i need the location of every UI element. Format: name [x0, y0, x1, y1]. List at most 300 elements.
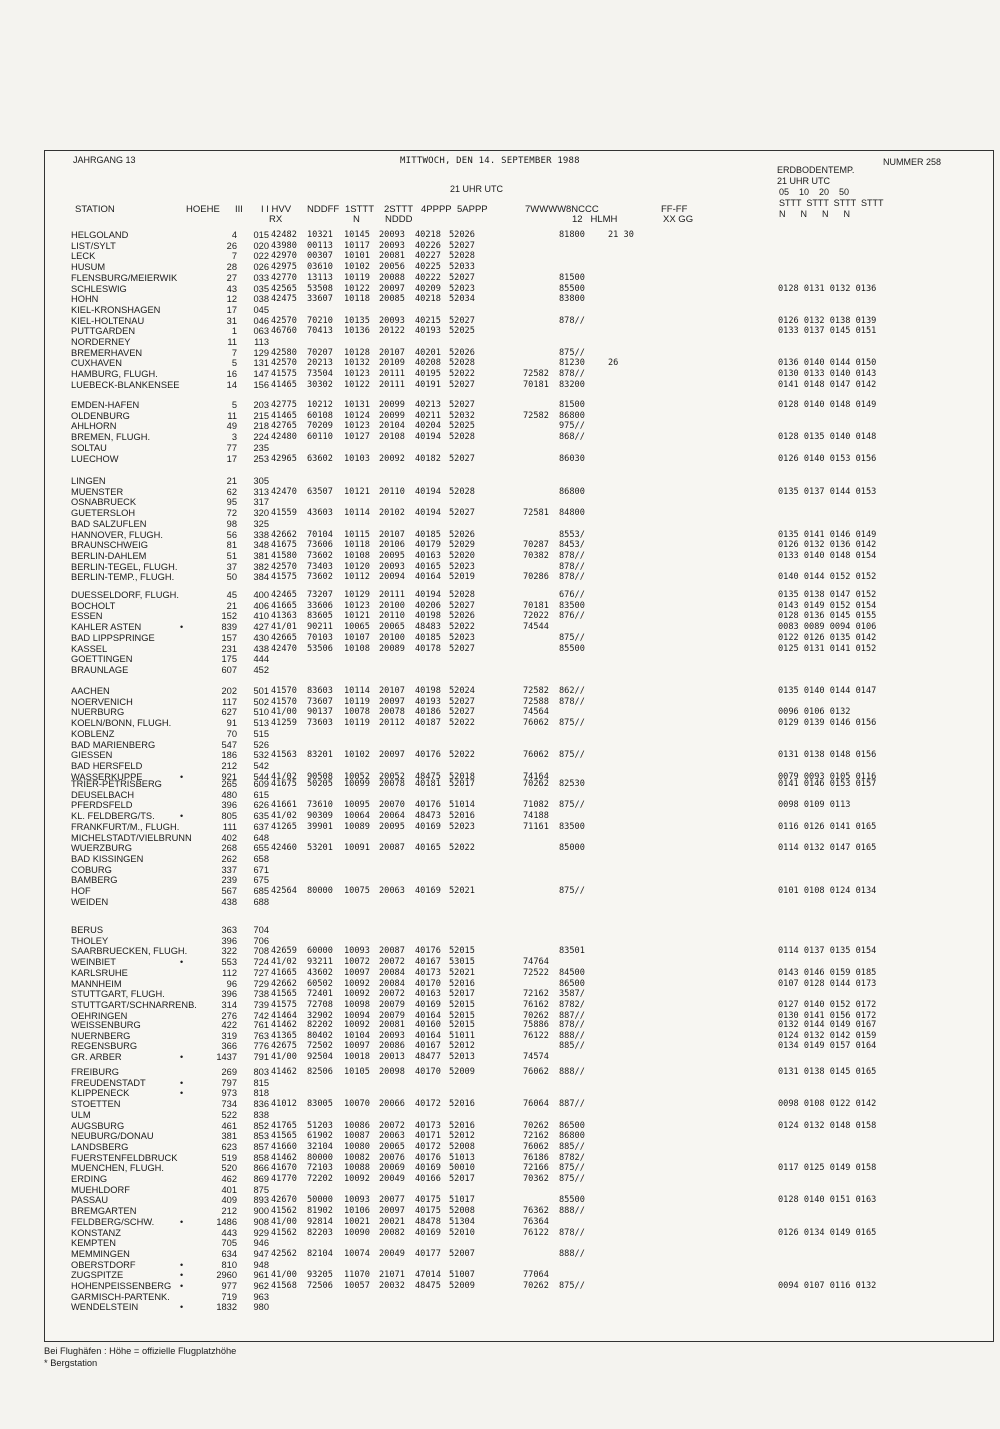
obs-value: 20069 [379, 1163, 405, 1174]
obs-value: 40227 [415, 251, 441, 262]
station-name: COBURG [71, 864, 112, 875]
obs-value: 41665 [271, 600, 297, 611]
obs-value: 80402 [307, 1030, 333, 1041]
station-name: ULM [71, 1109, 91, 1120]
obs-value: 52026 [449, 347, 475, 358]
station-row [45, 421, 993, 431]
obs-value: 41665 [271, 967, 297, 978]
station-row [45, 644, 993, 654]
obs-value: 40164 [415, 1010, 441, 1021]
obs-value: 10089 [344, 821, 370, 832]
obs-value: 71161 [523, 821, 549, 832]
station-index: 962 [253, 1281, 269, 1291]
obs-value: 52022 [449, 622, 475, 633]
obs-value: 10102 [344, 750, 370, 761]
obs-value: 878// [559, 315, 585, 326]
station-index: 046 [253, 315, 269, 326]
obs-value: 52015 [449, 946, 475, 957]
station-row [45, 718, 993, 728]
obs-value: 76122 [523, 1030, 549, 1041]
station-name: ERDING [71, 1174, 108, 1184]
station-row [45, 697, 993, 707]
station-name: GARMISCH-PARTENK. [71, 1291, 170, 1302]
station-row [45, 1238, 993, 1248]
obs-value: 20097 [379, 696, 405, 707]
station-index: 313 [253, 486, 269, 497]
obs-value: 40194 [415, 486, 441, 497]
station-elevation: 1437 [216, 1052, 237, 1063]
obs-value: 40201 [415, 347, 441, 358]
station-elevation: 96 [226, 978, 237, 989]
station-row [45, 1078, 993, 1088]
obs-value: 10018 [344, 1052, 370, 1063]
station-name: FREUDENSTADT [71, 1077, 146, 1088]
obs-value: 73403 [307, 561, 333, 572]
station-name: HAMBURG, FLUGH. [71, 369, 158, 380]
obs-value: 40165 [415, 561, 441, 572]
obs-value: 81902 [307, 1206, 333, 1217]
station-elevation: 91 [226, 718, 237, 729]
station-elevation: 839 [221, 622, 237, 633]
obs-value: 0117 0125 0149 0158 [778, 1163, 877, 1174]
obs-value: 42970 [271, 251, 297, 262]
station-index: 900 [253, 1206, 269, 1217]
obs-value: 50010 [449, 1163, 475, 1174]
report-time: 21 UHR UTC [450, 184, 504, 194]
obs-value: 42460 [271, 843, 297, 854]
station-index: 946 [253, 1238, 269, 1249]
obs-value: 42570 [271, 315, 297, 326]
station-index: 502 [253, 696, 269, 707]
obs-value: 40179 [415, 540, 441, 551]
obs-value: 32104 [307, 1141, 333, 1152]
obs-value: 40204 [415, 421, 441, 432]
station-row [45, 1142, 993, 1152]
station-name: MUENSTER [71, 486, 124, 497]
station-elevation: 56 [226, 529, 237, 540]
obs-value: 10070 [344, 1099, 370, 1110]
station-index: 704 [253, 925, 269, 935]
obs-value: 85500 [559, 283, 585, 294]
obs-value: 41462 [271, 1152, 297, 1163]
obs-value: 10021 [344, 1216, 370, 1227]
station-index: 818 [253, 1088, 269, 1099]
obs-value: 50000 [307, 1195, 333, 1206]
station-name: GOETTINGEN [71, 654, 133, 665]
obs-value: 20064 [379, 811, 405, 822]
obs-value: 40167 [415, 957, 441, 968]
station-row [45, 843, 993, 853]
station-index: 776 [253, 1041, 269, 1052]
station-elevation: 17 [226, 453, 237, 464]
obs-value: 81500 [559, 272, 585, 283]
obs-value: 10107 [344, 632, 370, 643]
station-elevation: 438 [221, 896, 237, 907]
obs-value: 875// [559, 1174, 585, 1184]
station-row [45, 1067, 993, 1077]
obs-value: 40163 [415, 989, 441, 1000]
station-name: HOHN [71, 294, 99, 305]
mountain-station-marker: • [180, 1270, 184, 1281]
obs-value: 20079 [379, 1010, 405, 1021]
station-index: 893 [253, 1195, 269, 1206]
obs-value: 10103 [344, 453, 370, 464]
obs-value: 10086 [344, 1120, 370, 1131]
obs-value: 10052 [344, 771, 370, 782]
station-index: 688 [253, 896, 269, 907]
obs-value: 72582 [523, 369, 549, 380]
station-elevation: 422 [221, 1020, 237, 1030]
obs-value: 82530 [559, 779, 585, 789]
soil-temp-time: 21 UHR UTC [777, 176, 831, 186]
obs-value: 40178 [415, 643, 441, 654]
obs-value: 52017 [449, 779, 475, 789]
obs-value: 42482 [271, 230, 297, 240]
station-name: KARLSRUHE [71, 967, 128, 978]
obs-value: 70181 [523, 379, 549, 390]
mountain-station-marker: • [180, 811, 184, 822]
station-index: 224 [253, 432, 269, 443]
obs-value: 76062 [523, 718, 549, 729]
obs-value: 48475 [415, 771, 441, 782]
station-elevation: 480 [221, 789, 237, 800]
station-name: ESSEN [71, 611, 103, 622]
station-row [45, 454, 993, 464]
obs-value: 10121 [344, 486, 370, 497]
mountain-station-marker: • [180, 957, 184, 968]
station-index: 853 [253, 1131, 269, 1142]
station-elevation: 157 [221, 632, 237, 643]
obs-value: 13113 [307, 272, 333, 283]
obs-value: 10097 [344, 967, 370, 978]
obs-value: 0126 0134 0149 0165 [778, 1227, 877, 1238]
obs-value: 41770 [271, 1174, 297, 1184]
station-row [45, 262, 993, 272]
obs-value: 8782/ [559, 999, 585, 1010]
obs-value: 11070 [344, 1270, 370, 1281]
station-index: 655 [253, 843, 269, 854]
station-index: 803 [253, 1067, 269, 1077]
station-elevation: 28 [226, 262, 237, 273]
obs-value: 73607 [307, 696, 333, 707]
station-row [45, 1031, 993, 1041]
obs-value: 52028 [449, 486, 475, 497]
station-row [45, 562, 993, 572]
obs-value: 83501 [559, 946, 585, 957]
obs-value: 20065 [379, 622, 405, 633]
obs-value: 42662 [271, 529, 297, 540]
station-elevation: 977 [221, 1281, 237, 1291]
obs-value: 20063 [379, 1131, 405, 1142]
obs-value: 72022 [523, 611, 549, 622]
obs-value: 41565 [271, 989, 297, 1000]
obs-value: 52027 [449, 400, 475, 410]
obs-value: 52027 [449, 272, 475, 283]
obs-value: 52025 [449, 421, 475, 432]
station-elevation: 98 [226, 518, 237, 529]
obs-value: 10092 [344, 989, 370, 1000]
obs-value: 72162 [523, 989, 549, 1000]
obs-value: 90508 [307, 771, 333, 782]
obs-value: 41575 [271, 572, 297, 583]
obs-value: 20072 [379, 957, 405, 968]
station-name: BERLIN-TEMP., FLUGH. [71, 572, 175, 583]
station-row [45, 1110, 993, 1120]
station-index: 838 [253, 1109, 269, 1120]
station-name: PFERDSFELD [71, 800, 133, 811]
station-name: OEHRINGEN [71, 1010, 128, 1021]
obs-value: 52022 [449, 369, 475, 380]
col-sttt1: 1STTT [345, 204, 375, 215]
station-elevation: 1 [231, 326, 237, 337]
obs-value: 40193 [415, 326, 441, 337]
obs-value: 52017 [449, 989, 475, 1000]
station-index: 020 [253, 240, 269, 251]
station-name: LANDSBERG [71, 1141, 129, 1152]
obs-value: 84800 [559, 508, 585, 519]
obs-value: 10108 [344, 550, 370, 561]
obs-value: 888// [559, 1248, 585, 1259]
obs-value: 82506 [307, 1067, 333, 1077]
obs-value: 70287 [523, 540, 549, 551]
station-index: 791 [253, 1052, 269, 1063]
obs-value: 875// [559, 1163, 585, 1174]
station-name: WENDELSTEIN [71, 1302, 139, 1313]
obs-value: 76186 [523, 1152, 549, 1163]
obs-value: 0140 0144 0152 0152 [778, 572, 877, 583]
station-name: THOLEY [71, 935, 109, 946]
obs-value: 52025 [449, 326, 475, 337]
station-elevation: 734 [221, 1099, 237, 1110]
station-name: BERLIN-DAHLEM [71, 550, 147, 561]
obs-value: 20072 [379, 1120, 405, 1131]
station-row [45, 1052, 993, 1062]
obs-value: 40176 [415, 1152, 441, 1163]
station-row [45, 1249, 993, 1259]
obs-value: 51203 [307, 1120, 333, 1131]
obs-value: 8553/ [559, 529, 585, 540]
soil-temp-sttt: STTT STTT STTT STTT [779, 198, 884, 208]
obs-value: 72581 [523, 508, 549, 519]
obs-value: 86500 [559, 1120, 585, 1131]
obs-value: 77064 [523, 1270, 549, 1281]
station-index: 381 [253, 550, 269, 561]
obs-value: 10123 [344, 600, 370, 611]
obs-value: 0129 0139 0146 0156 [778, 718, 877, 729]
obs-value: 10057 [344, 1281, 370, 1291]
station-name: BRAUNSCHWEIG [71, 540, 148, 551]
obs-value: 48483 [415, 622, 441, 633]
obs-value: 40167 [415, 1041, 441, 1052]
station-index: 526 [253, 739, 269, 750]
station-row [45, 284, 993, 294]
station-index: 438 [253, 643, 269, 654]
station-name: ZUGSPITZE [71, 1270, 124, 1281]
obs-value: 0141 0146 0153 0157 [778, 779, 877, 789]
obs-value: 42965 [271, 453, 297, 464]
obs-value: 42565 [271, 283, 297, 294]
station-elevation: 212 [221, 1206, 237, 1217]
station-index: 384 [253, 572, 269, 583]
station-row [45, 761, 993, 771]
station-row [45, 686, 993, 696]
obs-value: 73504 [307, 369, 333, 380]
obs-value: 875// [559, 632, 585, 643]
station-row [45, 936, 993, 946]
obs-value: 40226 [415, 240, 441, 251]
obs-value: 888// [559, 1206, 585, 1217]
jahrgang-label: JAHRGANG 13 [73, 155, 136, 165]
obs-value: 0094 0107 0116 0132 [778, 1281, 877, 1291]
obs-value: 40185 [415, 529, 441, 540]
obs-value: 40175 [415, 1195, 441, 1206]
station-index: 875 [253, 1184, 269, 1195]
mountain-station-marker: • [180, 771, 184, 782]
obs-value: 20111 [379, 379, 405, 390]
obs-value: 20052 [379, 771, 405, 782]
obs-value: 73602 [307, 550, 333, 561]
mountain-station-marker: • [180, 622, 184, 633]
obs-value: 878// [559, 572, 585, 583]
obs-value: 40173 [415, 1120, 441, 1131]
station-name: KONSTANZ [71, 1227, 121, 1238]
obs-value: 76122 [523, 1227, 549, 1238]
obs-value: 10072 [344, 957, 370, 968]
obs-value: 60502 [307, 978, 333, 989]
station-row [45, 519, 993, 529]
station-name: NORDERNEY [71, 337, 131, 347]
obs-value: 0133 0137 0145 0151 [778, 326, 877, 337]
obs-value: 0130 0141 0156 0172 [778, 1010, 877, 1021]
soil-temp-depths: 05 10 20 50 [779, 187, 850, 197]
obs-value: 52018 [449, 771, 475, 782]
obs-value: 52028 [449, 251, 475, 262]
station-name: BERLIN-TEGEL, FLUGH. [71, 561, 178, 572]
obs-value: 0126 0132 0138 0139 [778, 315, 877, 326]
obs-value: 70103 [307, 632, 333, 643]
station-elevation: 7 [231, 347, 237, 358]
obs-value: 20092 [379, 453, 405, 464]
obs-value: 26 [608, 358, 619, 369]
obs-value: 40170 [415, 1067, 441, 1077]
obs-value: 40172 [415, 1099, 441, 1110]
station-index: 671 [253, 864, 269, 875]
obs-value: 70413 [307, 326, 333, 337]
obs-value: 53015 [449, 957, 475, 968]
obs-value: 0135 0137 0144 0153 [778, 486, 877, 497]
station-elevation: 175 [221, 654, 237, 665]
obs-value: 10106 [344, 1206, 370, 1217]
obs-value: 52009 [449, 1281, 475, 1291]
obs-value: 40172 [415, 1141, 441, 1152]
obs-value: 8453/ [559, 540, 585, 551]
obs-value: 46760 [271, 326, 297, 337]
obs-value: 20098 [379, 1067, 405, 1077]
obs-value: 0128 0136 0145 0155 [778, 611, 877, 622]
obs-value: 42570 [271, 561, 297, 572]
obs-value: 20088 [379, 272, 405, 283]
footnote-airports: Bei Flughäfen : Höhe = offizielle Flugplatzhöhe [44, 1346, 237, 1356]
obs-value: 82202 [307, 1020, 333, 1030]
obs-value: 3587/ [559, 989, 585, 1000]
station-row [45, 294, 993, 304]
obs-value: 10102 [344, 262, 370, 273]
station-row [45, 411, 993, 421]
obs-value: 85000 [559, 843, 585, 854]
obs-value: 52013 [449, 1052, 475, 1063]
station-elevation: 269 [221, 1067, 237, 1077]
station-elevation: 443 [221, 1227, 237, 1238]
station-row [45, 1174, 993, 1184]
obs-value: 52023 [449, 561, 475, 572]
obs-value: 73610 [307, 800, 333, 811]
obs-value: 0127 0140 0152 0172 [778, 999, 877, 1010]
station-row [45, 707, 993, 717]
obs-value: 41/02 [271, 957, 297, 968]
station-index: 038 [253, 294, 269, 305]
station-index: 929 [253, 1227, 269, 1238]
station-elevation: 45 [226, 590, 237, 600]
obs-value: 72708 [307, 999, 333, 1010]
obs-value: 42570 [271, 358, 297, 369]
obs-value: 10119 [344, 696, 370, 707]
station-index: 026 [253, 262, 269, 273]
obs-value: 74564 [523, 707, 549, 718]
obs-value: 74164 [523, 771, 549, 782]
obs-value: 10115 [344, 529, 370, 540]
station-row [45, 1185, 993, 1195]
station-index: 615 [253, 789, 269, 800]
obs-value: 86500 [559, 978, 585, 989]
obs-value: 40195 [415, 369, 441, 380]
station-row [45, 779, 993, 789]
obs-value: 42775 [271, 400, 297, 410]
obs-value: 10092 [344, 1020, 370, 1030]
obs-value: 41570 [271, 686, 297, 696]
obs-value: 42562 [271, 1248, 297, 1259]
obs-value: 20087 [379, 946, 405, 957]
obs-value: 21071 [379, 1270, 405, 1281]
station-index: 515 [253, 728, 269, 739]
station-elevation: 21 [226, 476, 237, 486]
station-elevation: 519 [221, 1152, 237, 1163]
station-name: SAARBRUECKEN, FLUGH. [71, 946, 188, 957]
obs-value: 40173 [415, 967, 441, 978]
obs-value: 52023 [449, 283, 475, 294]
obs-value: 53201 [307, 843, 333, 854]
station-elevation: 719 [221, 1291, 237, 1302]
station-elevation: 50 [226, 572, 237, 583]
obs-value: 70181 [523, 600, 549, 611]
station-name: KOELN/BONN, FLUGH. [71, 718, 172, 729]
station-elevation: 11 [227, 337, 237, 347]
station-row [45, 979, 993, 989]
station-row [45, 400, 993, 410]
station-elevation: 973 [221, 1088, 237, 1099]
obs-value: 0143 0146 0159 0185 [778, 967, 877, 978]
station-row [45, 508, 993, 518]
station-elevation: 805 [221, 811, 237, 822]
station-row [45, 740, 993, 750]
obs-value: 40170 [415, 978, 441, 989]
station-row [45, 1302, 993, 1312]
obs-value: 40175 [415, 1206, 441, 1217]
obs-value: 60108 [307, 410, 333, 421]
col-sttt2: 2STTT [384, 204, 414, 215]
station-name: HOHENPEISSENBERG [71, 1281, 172, 1291]
obs-value: 73207 [307, 590, 333, 600]
obs-value: 41/00 [271, 707, 297, 718]
